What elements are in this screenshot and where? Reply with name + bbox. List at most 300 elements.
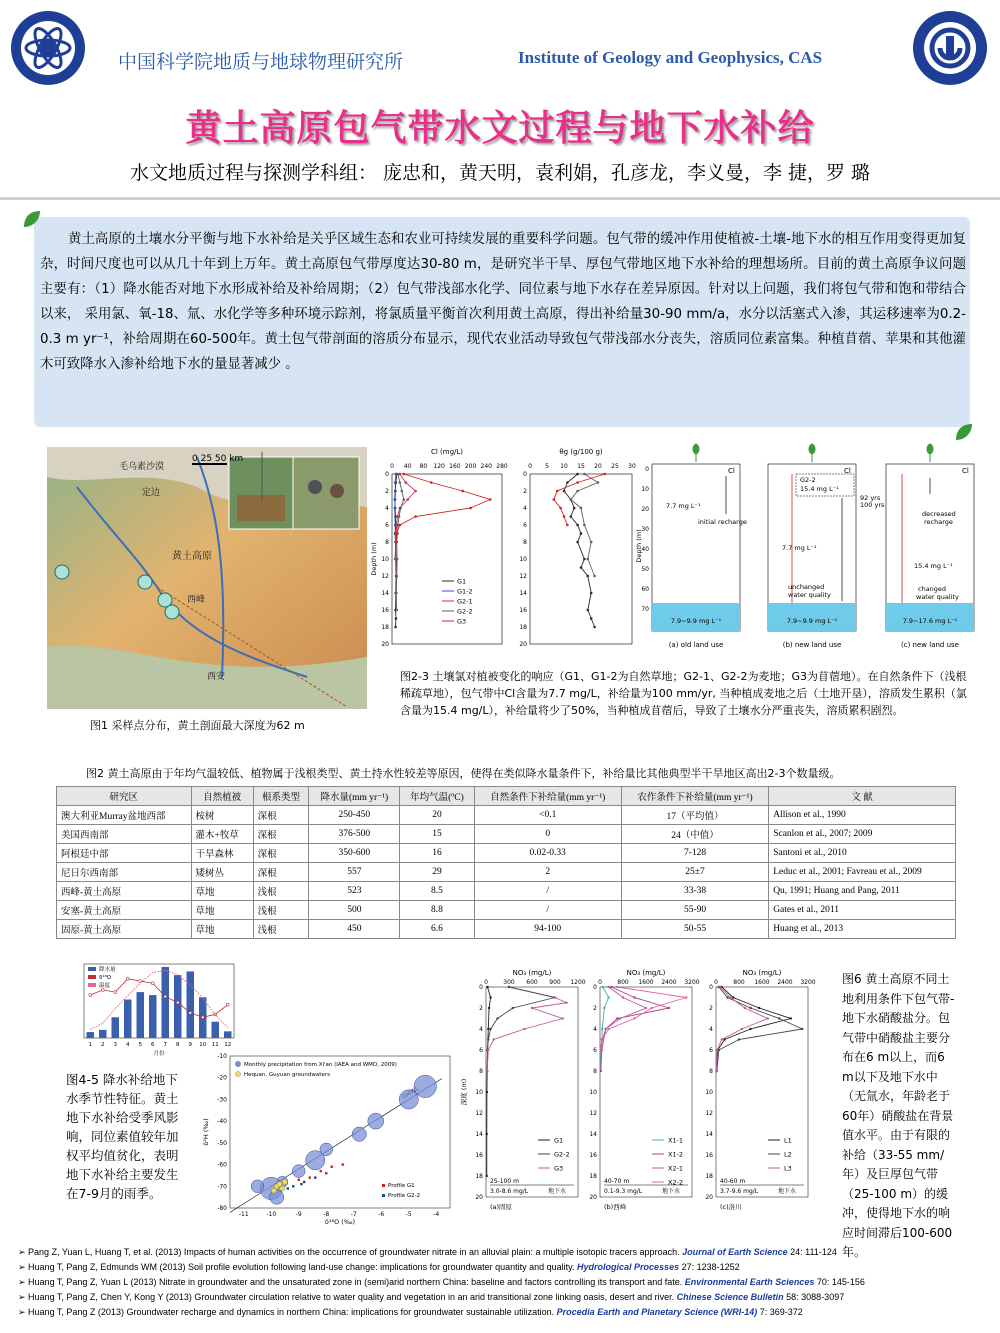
table-cell: 500 bbox=[309, 901, 400, 920]
legend-swatch bbox=[88, 983, 96, 987]
tick-label: 18 bbox=[381, 624, 389, 631]
table-header-cell: 研究区 bbox=[57, 787, 192, 806]
data-point bbox=[587, 609, 590, 612]
tick-label: 16 bbox=[705, 1152, 713, 1159]
plot-frame bbox=[530, 474, 632, 644]
legend-swatch bbox=[88, 975, 96, 979]
fig23-caption: 图2-3 土壤氯对植被变化的响应（G1、G1-2为自然草地；G2-1、G2-2为麦地；G3为苜蓿地）。在自然条件下（浅根稀疏草地），包气带中Cl含量为7.7 mg/L，补给量为100 mm/yr, 当种植成麦地之后（土地开垦），溶质发生累积（氯含量为15.4 mg/L），补给量将少了50%，当种植成苜蓿后，导致了土壤水分严重丧失，溶质累积剧烈。 bbox=[400, 670, 967, 717]
data-point bbox=[404, 481, 407, 484]
tick-label: -8 bbox=[323, 1211, 330, 1218]
tick-label: 10 bbox=[519, 556, 527, 563]
data-point bbox=[414, 490, 417, 493]
tick-label: 2 bbox=[593, 1005, 597, 1012]
data-point bbox=[394, 481, 397, 484]
tick-label: 10 bbox=[475, 1089, 483, 1096]
data-point bbox=[744, 1007, 746, 1009]
bullet-icon: ➢ bbox=[18, 1262, 29, 1272]
reference-journal: Chinese Science Bulletin bbox=[676, 1292, 784, 1302]
data-point bbox=[732, 996, 734, 998]
data-point bbox=[573, 507, 576, 510]
tick-label: 16 bbox=[475, 1152, 483, 1159]
bullet-icon: ➢ bbox=[18, 1247, 29, 1257]
panel-label: 7.7 mg L⁻¹ bbox=[782, 544, 817, 552]
tick-label: 18 bbox=[705, 1173, 713, 1180]
data-point bbox=[602, 986, 604, 988]
reference-text: Huang T, Pang Z, Yuan L (2013) Nitrate in groundwater and the unsaturated zone in (semi)arid northern China: baseline and factors controlling its transport and fate. bbox=[28, 1277, 685, 1287]
data-point bbox=[399, 524, 402, 527]
sample-site bbox=[158, 593, 172, 607]
table-cell: 浅根 bbox=[253, 882, 309, 901]
tick-label: -11 bbox=[238, 1211, 249, 1218]
table-cell: Santoni et al., 2010 bbox=[769, 844, 956, 863]
reference-volume: 27: 1238-1252 bbox=[679, 1262, 740, 1272]
references bbox=[18, 1245, 988, 1320]
tick-label: 8 bbox=[709, 1068, 713, 1075]
table-row bbox=[57, 882, 956, 901]
data-point bbox=[226, 1003, 229, 1006]
panel-label: initial recharge bbox=[698, 518, 747, 526]
data-point bbox=[396, 558, 399, 561]
gw-label: 地下水 bbox=[662, 1188, 681, 1195]
table-row bbox=[57, 844, 956, 863]
bullet-icon: ➢ bbox=[18, 1277, 29, 1287]
tick-label: 12 bbox=[224, 1042, 232, 1048]
tick-label: 120 bbox=[433, 463, 445, 470]
data-point bbox=[280, 1186, 285, 1191]
data-point bbox=[397, 473, 400, 476]
data-point bbox=[738, 1038, 740, 1040]
series-line bbox=[487, 998, 566, 1072]
abstract-text: 黄土高原的土壤水分平衡与地下水补给是关乎区域生态和农业可持续发展的重要科学问题。包气带的缓冲作用使植被-土壤-地下水的相互作用变得更加复杂，时间尺度也可以从几十年到上万年。黄土高原包气带厚度达30-80 m，是研究半干旱、厚包气带地区地下水补给的理想场所。目前的黄土高原争议问题主要有：（1）降水能否对地下水形成补给及补给周期；（2）包气带浅部水化学、同位素与地下水存在差异原因。针对以上问题，我们将包气带和饱和带结合以来， 采用氯、氧-18、氚、水化学等多种环境示踪剂，将氯质量平衡首次利用黄土高原，得出补给量30-90 mm/a，水分以活塞式入渗，其运移速率为0.2-0.3 m yr⁻¹，补给周期在60-500年。黄土包气带剖面的溶质分布显示，现代农业活动导致包气带浅部水分丧失，溶质同位素富集。种植苜蓿、苹果和其他灌木可致降水入渗补给地下水的量显著减少 。 bbox=[40, 232, 966, 372]
panel-label: 92 yrs bbox=[860, 494, 881, 502]
table-cell: / bbox=[474, 901, 621, 920]
iggcas-logo bbox=[910, 8, 990, 88]
data-point bbox=[89, 994, 92, 997]
data-point bbox=[801, 1028, 803, 1030]
depth-note: 40-60 m bbox=[720, 1178, 746, 1185]
data-point bbox=[487, 1049, 489, 1051]
table-header-cell: 根系类型 bbox=[253, 787, 309, 806]
tick-label: 10 bbox=[560, 463, 568, 470]
tick-label: 2 bbox=[709, 1005, 713, 1012]
tick-label: 20 bbox=[594, 463, 602, 470]
table-cell: Leduc et al., 2001; Favreau et al., 2009 bbox=[769, 863, 956, 882]
tick-label: -10 bbox=[217, 1053, 227, 1060]
data-point bbox=[461, 490, 464, 493]
legend-label: Monthly precipitation from Xi'an (IAEA and WMO, 2009) bbox=[244, 1062, 397, 1068]
legend-label: Profile G2-2 bbox=[388, 1193, 421, 1199]
table-cell: 55-90 bbox=[621, 901, 768, 920]
tick-label: 6 bbox=[151, 1042, 155, 1048]
tick-label: 14 bbox=[381, 590, 389, 597]
legend-label: Hequan, Guyuan groundwaters bbox=[244, 1072, 330, 1078]
cas-logo bbox=[8, 8, 88, 88]
tick-label: 0 bbox=[598, 979, 602, 986]
data-point bbox=[523, 1028, 525, 1030]
tick-label: -30 bbox=[217, 1096, 227, 1104]
tick-label: 2 bbox=[479, 1005, 483, 1012]
tick-label: 8 bbox=[523, 539, 527, 546]
tick-label: 20 bbox=[381, 641, 389, 648]
tick-label: 0 bbox=[714, 979, 718, 986]
data-point bbox=[563, 515, 566, 518]
data-point bbox=[616, 1017, 618, 1019]
data-point bbox=[593, 575, 596, 578]
reference-text: Huang T, Pang Z, Edmunds WM (2013) Soil profile evolution following land-use change: implications for groundwater quantity and quality. bbox=[28, 1262, 578, 1272]
data-point bbox=[469, 507, 472, 510]
data-point bbox=[303, 1181, 305, 1183]
tick-label: 4 bbox=[593, 1026, 597, 1033]
table-cell: 草地 bbox=[191, 901, 253, 920]
poster-title: 黄土高原包气带水文过程与地下水补给 bbox=[185, 108, 815, 149]
table-cell: 8.8 bbox=[400, 901, 474, 920]
table-cell: 250-450 bbox=[309, 806, 400, 825]
table-cell: 美国西南部 bbox=[57, 825, 192, 844]
legend-label: 降水量 bbox=[99, 967, 116, 973]
panel-label: G2-2 bbox=[800, 476, 816, 484]
cl-label: Cl bbox=[962, 467, 969, 475]
data-point bbox=[604, 473, 607, 476]
data-point bbox=[430, 481, 433, 484]
tick-label: 20 bbox=[589, 1194, 597, 1201]
table-cell: 33-38 bbox=[621, 882, 768, 901]
bar bbox=[187, 971, 195, 1038]
tick-label: 6 bbox=[385, 522, 389, 529]
axis-title: Depth (m) bbox=[370, 542, 378, 576]
data-point bbox=[406, 498, 409, 501]
data-point bbox=[576, 473, 579, 476]
data-point bbox=[126, 977, 129, 980]
tick-label: 12 bbox=[475, 1110, 483, 1117]
scale-bar-label: 0 25 50 km bbox=[192, 454, 244, 464]
table-cell: 16 bbox=[400, 844, 474, 863]
tick-label: 12 bbox=[705, 1110, 713, 1117]
data-point bbox=[570, 498, 573, 501]
data-point bbox=[610, 986, 612, 988]
tick-label: 6 bbox=[479, 1047, 483, 1054]
data-point bbox=[599, 1049, 601, 1051]
legend-label: X2-1 bbox=[668, 1164, 684, 1173]
table-row bbox=[57, 901, 956, 920]
table-cell: 0 bbox=[474, 825, 621, 844]
table-cell: 深根 bbox=[253, 825, 309, 844]
table-cell: 8.5 bbox=[400, 882, 474, 901]
data-point bbox=[325, 1172, 327, 1174]
legend-label: G2-2 bbox=[457, 607, 473, 616]
legend-label: Profile G1 bbox=[388, 1183, 415, 1189]
data-point bbox=[487, 1038, 489, 1040]
legend-label: G1 bbox=[554, 1136, 564, 1145]
data-point bbox=[414, 1075, 436, 1097]
tick-label: 0 bbox=[528, 463, 532, 470]
bar bbox=[137, 992, 145, 1038]
data-point bbox=[402, 498, 405, 501]
data-point bbox=[566, 524, 569, 527]
plot-frame bbox=[716, 987, 808, 1197]
table-cell: 干旱森林 bbox=[191, 844, 253, 863]
data-point bbox=[580, 566, 583, 569]
legend-label: X1-2 bbox=[668, 1150, 684, 1159]
tick-label: -6 bbox=[378, 1211, 385, 1218]
tick-label: 900 bbox=[549, 979, 561, 986]
tick-label: 10 bbox=[199, 1042, 207, 1048]
tick-label: 16 bbox=[589, 1152, 597, 1159]
data-point bbox=[320, 1170, 322, 1172]
table-caption: 图2 黄土高原由于年均气温较低、植物属于浅根类型、黄土持水性较差等原因，使得在类似降水量条件下，补给量比其他典型半干旱地区高出2-3个数量级。 bbox=[86, 767, 841, 780]
tick-label: 0 bbox=[709, 984, 713, 991]
data-point bbox=[605, 1028, 607, 1030]
data-point bbox=[583, 473, 586, 476]
reference-volume: 7: 369-372 bbox=[757, 1307, 803, 1317]
tick-label: 3200 bbox=[800, 979, 816, 986]
series-line bbox=[396, 474, 490, 542]
tick-label: 7 bbox=[163, 1042, 167, 1048]
fig45-caption: 图4-5 降水补给地下水季节性特征。黄土地下水补给受季风影响，同位素值较年加权平均值贫化，表明地下水补给主要发生在7-9月的雨季。 bbox=[66, 1072, 179, 1201]
data-point bbox=[189, 1011, 192, 1014]
reference-volume: 24: 111-124 bbox=[787, 1247, 837, 1257]
data-point bbox=[352, 1127, 366, 1141]
legend-label: G2-1 bbox=[457, 597, 473, 606]
tick-label: 9 bbox=[188, 1042, 192, 1048]
cl-label: Cl bbox=[728, 467, 735, 475]
data-point bbox=[580, 507, 583, 510]
tick-label: 1600 bbox=[638, 979, 654, 986]
fig1-caption: 图1 采样点分布，黄土剖面最大深度为62 m bbox=[90, 719, 305, 732]
series-line bbox=[601, 987, 669, 1071]
table-cell: 浅根 bbox=[253, 920, 309, 939]
map-label: 西峰 bbox=[187, 595, 206, 605]
axis-title: δ¹⁸O (‰) bbox=[324, 1218, 356, 1226]
reference-journal: Journal of Earth Science bbox=[682, 1247, 788, 1257]
land-use-diagram bbox=[635, 446, 978, 652]
tick-label: 25 bbox=[611, 463, 619, 470]
table-cell: 0.02-0.33 bbox=[474, 844, 621, 863]
data-point bbox=[597, 481, 600, 484]
table-cell: 376-500 bbox=[309, 825, 400, 844]
institute-cn: 中国科学院地质与地球物理研究所 bbox=[118, 51, 404, 73]
depth-note: 40-70 m bbox=[604, 1178, 630, 1185]
tick-label: 50 bbox=[641, 566, 649, 573]
table-row bbox=[57, 863, 956, 882]
legend-label: X2-2 bbox=[668, 1178, 684, 1187]
table-cell: 固原-黄土高原 bbox=[57, 920, 192, 939]
data-point bbox=[607, 996, 609, 998]
tick-label: -50 bbox=[217, 1139, 227, 1147]
data-point bbox=[314, 1176, 316, 1178]
table-header-cell: 农作条件下补给量(mm yr⁻¹) bbox=[621, 787, 768, 806]
data-point bbox=[496, 1017, 498, 1019]
data-point bbox=[399, 507, 402, 510]
recharge-table bbox=[56, 786, 956, 939]
data-point bbox=[622, 996, 624, 998]
data-point bbox=[778, 1017, 780, 1019]
aquifer-label: 7.9~9.9 mg L⁻¹ bbox=[670, 617, 722, 625]
tick-label: 0 bbox=[593, 984, 597, 991]
tick-label: 0 bbox=[479, 984, 483, 991]
tick-label: -20 bbox=[217, 1074, 227, 1082]
data-point bbox=[489, 498, 492, 501]
data-point bbox=[576, 524, 579, 527]
data-point bbox=[342, 1163, 344, 1165]
bar bbox=[124, 1000, 132, 1038]
reference-item bbox=[18, 1275, 988, 1290]
data-point bbox=[587, 575, 590, 578]
panel-caption: (a) old land use bbox=[668, 641, 724, 649]
data-point bbox=[398, 515, 401, 518]
tick-label: -4 bbox=[433, 1211, 440, 1218]
data-point bbox=[726, 996, 728, 998]
tick-label: 3 bbox=[113, 1042, 117, 1048]
bar bbox=[212, 1022, 220, 1038]
reference-item bbox=[18, 1290, 988, 1305]
panel-label: decreased bbox=[922, 510, 956, 518]
reference-item bbox=[18, 1260, 988, 1275]
data-point bbox=[531, 1007, 533, 1009]
panel-label: 15.4 mg L⁻¹ bbox=[800, 485, 839, 493]
data-point bbox=[393, 507, 396, 510]
data-point bbox=[570, 515, 573, 518]
tick-label: 5 bbox=[138, 1042, 142, 1048]
tick-label: 200 bbox=[464, 463, 477, 470]
tick-label: 8 bbox=[479, 1068, 483, 1075]
data-point bbox=[395, 609, 398, 612]
legend-label: G3 bbox=[457, 617, 467, 626]
data-point bbox=[309, 1176, 311, 1178]
data-point bbox=[619, 1017, 621, 1019]
data-point bbox=[488, 1007, 490, 1009]
data-point bbox=[561, 1017, 563, 1019]
legend-label: L3 bbox=[784, 1164, 792, 1173]
legend-label: G2-2 bbox=[554, 1150, 570, 1159]
table-cell: 29 bbox=[400, 863, 474, 882]
data-point bbox=[715, 1070, 717, 1072]
data-point bbox=[489, 996, 491, 998]
data-point bbox=[492, 1038, 494, 1040]
tick-label: 0 bbox=[645, 466, 649, 473]
tick-label: 18 bbox=[475, 1173, 483, 1180]
series-line bbox=[564, 474, 595, 627]
table-cell: 西峰-黄土高原 bbox=[57, 882, 192, 901]
table-row bbox=[57, 920, 956, 939]
tick-label: 3200 bbox=[684, 979, 700, 986]
aquifer-label: 7.9~9.9 mg L⁻¹ bbox=[786, 617, 838, 625]
data-point bbox=[151, 982, 154, 985]
data-point bbox=[576, 541, 579, 544]
tick-label: 2 bbox=[101, 1042, 105, 1048]
axis-title: Depth (m) bbox=[635, 529, 643, 563]
tick-label: -40 bbox=[217, 1118, 227, 1126]
data-point bbox=[114, 991, 117, 994]
tick-label: 4 bbox=[709, 1026, 713, 1033]
table-cell: 草地 bbox=[191, 882, 253, 901]
bar bbox=[162, 967, 170, 1038]
table-cell: 深根 bbox=[253, 863, 309, 882]
data-point bbox=[719, 986, 721, 988]
tick-label: 20 bbox=[705, 1194, 713, 1201]
table-cell: 澳大利亚Murray盆地西部 bbox=[57, 806, 192, 825]
table-cell: Huang et al., 2013 bbox=[769, 920, 956, 939]
map-label: 定边 bbox=[142, 488, 161, 498]
tick-label: 800 bbox=[617, 979, 629, 986]
data-point bbox=[600, 1070, 602, 1072]
isotope-scatter bbox=[200, 1048, 460, 1226]
tick-label: 240 bbox=[480, 463, 493, 470]
table-cell: 安塞-黄土高原 bbox=[57, 901, 192, 920]
tick-label: 14 bbox=[705, 1131, 713, 1138]
data-point bbox=[277, 1182, 282, 1187]
panel-caption: (a)固原 bbox=[490, 1203, 513, 1211]
table-cell: Scanlon et al., 2007; 2009 bbox=[769, 825, 956, 844]
map-label: 西安 bbox=[207, 672, 226, 682]
tick-label: 16 bbox=[519, 607, 527, 614]
data-point bbox=[489, 1028, 491, 1030]
data-point bbox=[486, 1133, 488, 1135]
table-cell: 桉树 bbox=[191, 806, 253, 825]
panel-label: changed bbox=[918, 585, 947, 593]
table-cell: 94-100 bbox=[474, 920, 621, 939]
tick-label: 1 bbox=[88, 1042, 92, 1048]
table-cell: 矮树丛 bbox=[191, 863, 253, 882]
tick-label: 10 bbox=[589, 1089, 597, 1096]
panel-caption: (b) new land use bbox=[782, 641, 842, 649]
data-point bbox=[401, 490, 404, 493]
table-cell: 557 bbox=[309, 863, 400, 882]
tick-label: -10 bbox=[266, 1211, 277, 1218]
tick-label: 1600 bbox=[754, 979, 770, 986]
series-line bbox=[717, 987, 802, 1071]
reference-journal: Hydrological Processes bbox=[577, 1262, 680, 1272]
data-point bbox=[272, 1188, 277, 1193]
data-point bbox=[399, 481, 402, 484]
leaf-icon bbox=[952, 420, 976, 444]
table-header-row bbox=[57, 787, 956, 806]
table-cell: 深根 bbox=[253, 806, 309, 825]
tick-label: 8 bbox=[593, 1068, 597, 1075]
data-point bbox=[394, 490, 397, 493]
table-header-cell: 自然植被 bbox=[191, 787, 253, 806]
data-point bbox=[554, 996, 556, 998]
legend-label: G1-2 bbox=[457, 587, 473, 596]
axis-title: θg (g/100 g) bbox=[559, 448, 603, 456]
bar bbox=[99, 1030, 107, 1038]
gw-label: 地下水 bbox=[548, 1188, 567, 1195]
table-cell: 25±7 bbox=[621, 863, 768, 882]
table-cell: 350-600 bbox=[309, 844, 400, 863]
tick-label: -70 bbox=[217, 1183, 227, 1191]
tick-label: 280 bbox=[496, 463, 508, 470]
panel-label: recharge bbox=[924, 518, 953, 526]
cl-theta-chart bbox=[370, 446, 640, 652]
legend-label: G3 bbox=[554, 1164, 564, 1173]
axis-title: NO₃ (mg/L) bbox=[742, 969, 782, 977]
data-point bbox=[721, 1038, 723, 1040]
table-cell: 50-55 bbox=[621, 920, 768, 939]
tick-label: -80 bbox=[217, 1205, 227, 1212]
legend-label: X1-1 bbox=[668, 1136, 684, 1145]
series-line bbox=[487, 987, 555, 1071]
data-point bbox=[283, 1179, 288, 1184]
tick-label: -9 bbox=[295, 1211, 302, 1218]
tick-label: 2400 bbox=[661, 979, 677, 986]
reference-journal: Environmental Earth Sciences bbox=[684, 1277, 815, 1287]
nitrate-chart bbox=[460, 965, 838, 1243]
map-label: 黄土高原 bbox=[172, 551, 212, 562]
data-point bbox=[590, 617, 593, 620]
data-point bbox=[251, 1180, 264, 1193]
reference-item bbox=[18, 1305, 988, 1320]
data-point bbox=[607, 1028, 609, 1030]
tick-label: 14 bbox=[519, 590, 527, 597]
